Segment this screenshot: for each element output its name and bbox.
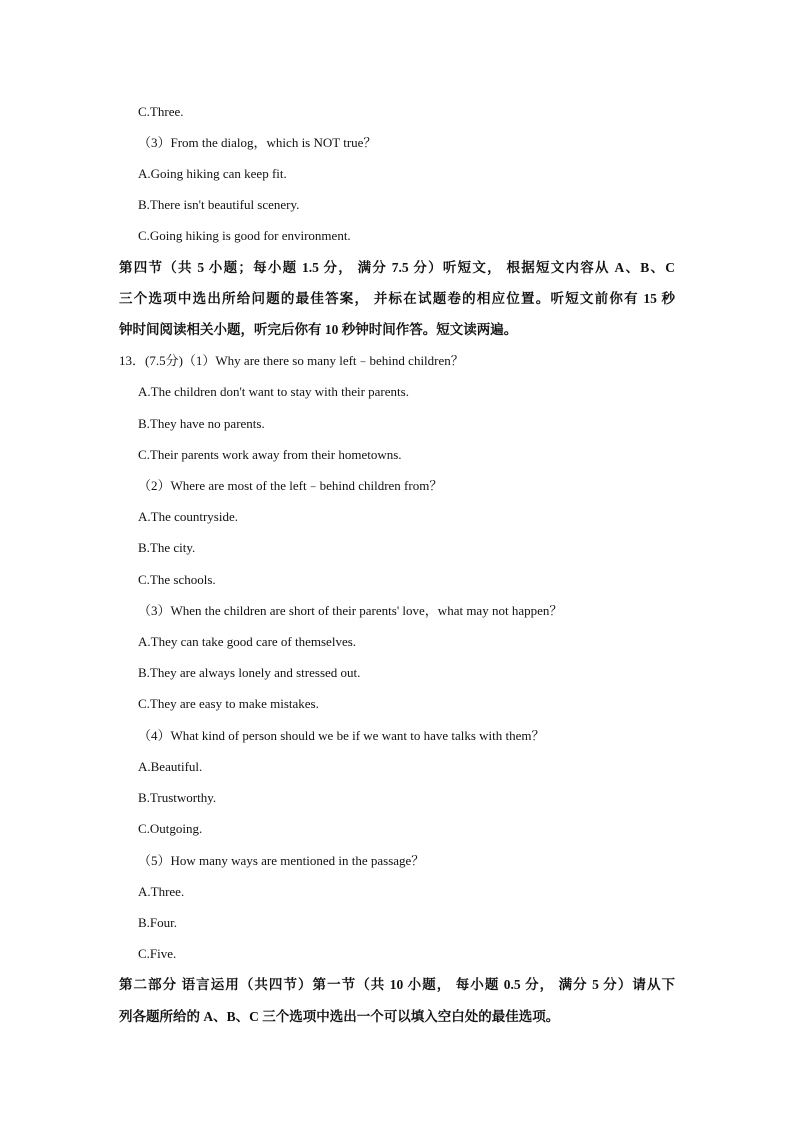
option-text: C.They are easy to make mistakes. <box>138 696 319 711</box>
option-text: A.Going hiking can keep fit. <box>138 166 287 181</box>
question-text: （5）How many ways are mentioned in the passage？ <box>138 853 425 868</box>
option-text: A.Beautiful. <box>138 759 203 774</box>
option-text: C.Outgoing. <box>138 821 203 836</box>
section-instruction: 钟时间阅读相关小题，听完后你有 10 秒钟时间作答。短文读两遍。 <box>119 322 518 337</box>
option-text: A.The children don't want to stay with their parents. <box>138 384 409 399</box>
option-text: B.There isn't beautiful scenery. <box>138 197 300 212</box>
section-instruction: 第四节（共 5 小题；每小题 1.5 分， 满分 7.5 分）听短文， 根据短文内容从 A、B、C <box>119 260 675 275</box>
section-instruction: 三个选项中选出所给问题的最佳答案， 并标在试题卷的相应位置。听短文前你有 15 秒 <box>119 291 675 306</box>
option-text: C.Going hiking is good for environment. <box>138 228 351 243</box>
option-text: A.The countryside. <box>138 509 239 524</box>
option-text: B.Four. <box>138 915 178 930</box>
question-text: （3）When the children are short of their parents' love，what may not happen？ <box>138 603 563 618</box>
option-text: B.The city. <box>138 540 196 555</box>
section-instruction: 列各题所给的 A、B、C 三个选项中选出一个可以填入空白处的最佳选项。 <box>119 1009 560 1024</box>
option-text: B.They have no parents. <box>138 416 265 431</box>
option-text: C.The schools. <box>138 572 216 587</box>
option-text: C.Five. <box>138 946 177 961</box>
question-number-text: 13．(7.5分)（1）Why are there so many left﹣behind children？ <box>119 353 464 368</box>
option-text: A.They can take good care of themselves. <box>138 634 357 649</box>
option-text: C.Three. <box>138 104 184 119</box>
option-text: A.Three. <box>138 884 185 899</box>
option-text: B.Trustworthy. <box>138 790 217 805</box>
section-instruction: 第二部分 语言运用（共四节）第一节（共 10 小题， 每小题 0.5 分， 满分 5 分）请从下 <box>119 977 675 992</box>
question-text: （4）What kind of person should we be if we want to have talks with them？ <box>138 728 545 743</box>
option-text: B.They are always lonely and stressed out. <box>138 665 361 680</box>
question-text: （2）Where are most of the left﹣behind children from？ <box>138 478 443 493</box>
question-text: （3）From the dialog，which is NOT true？ <box>138 135 377 150</box>
option-text: C.Their parents work away from their hometowns. <box>138 447 402 462</box>
